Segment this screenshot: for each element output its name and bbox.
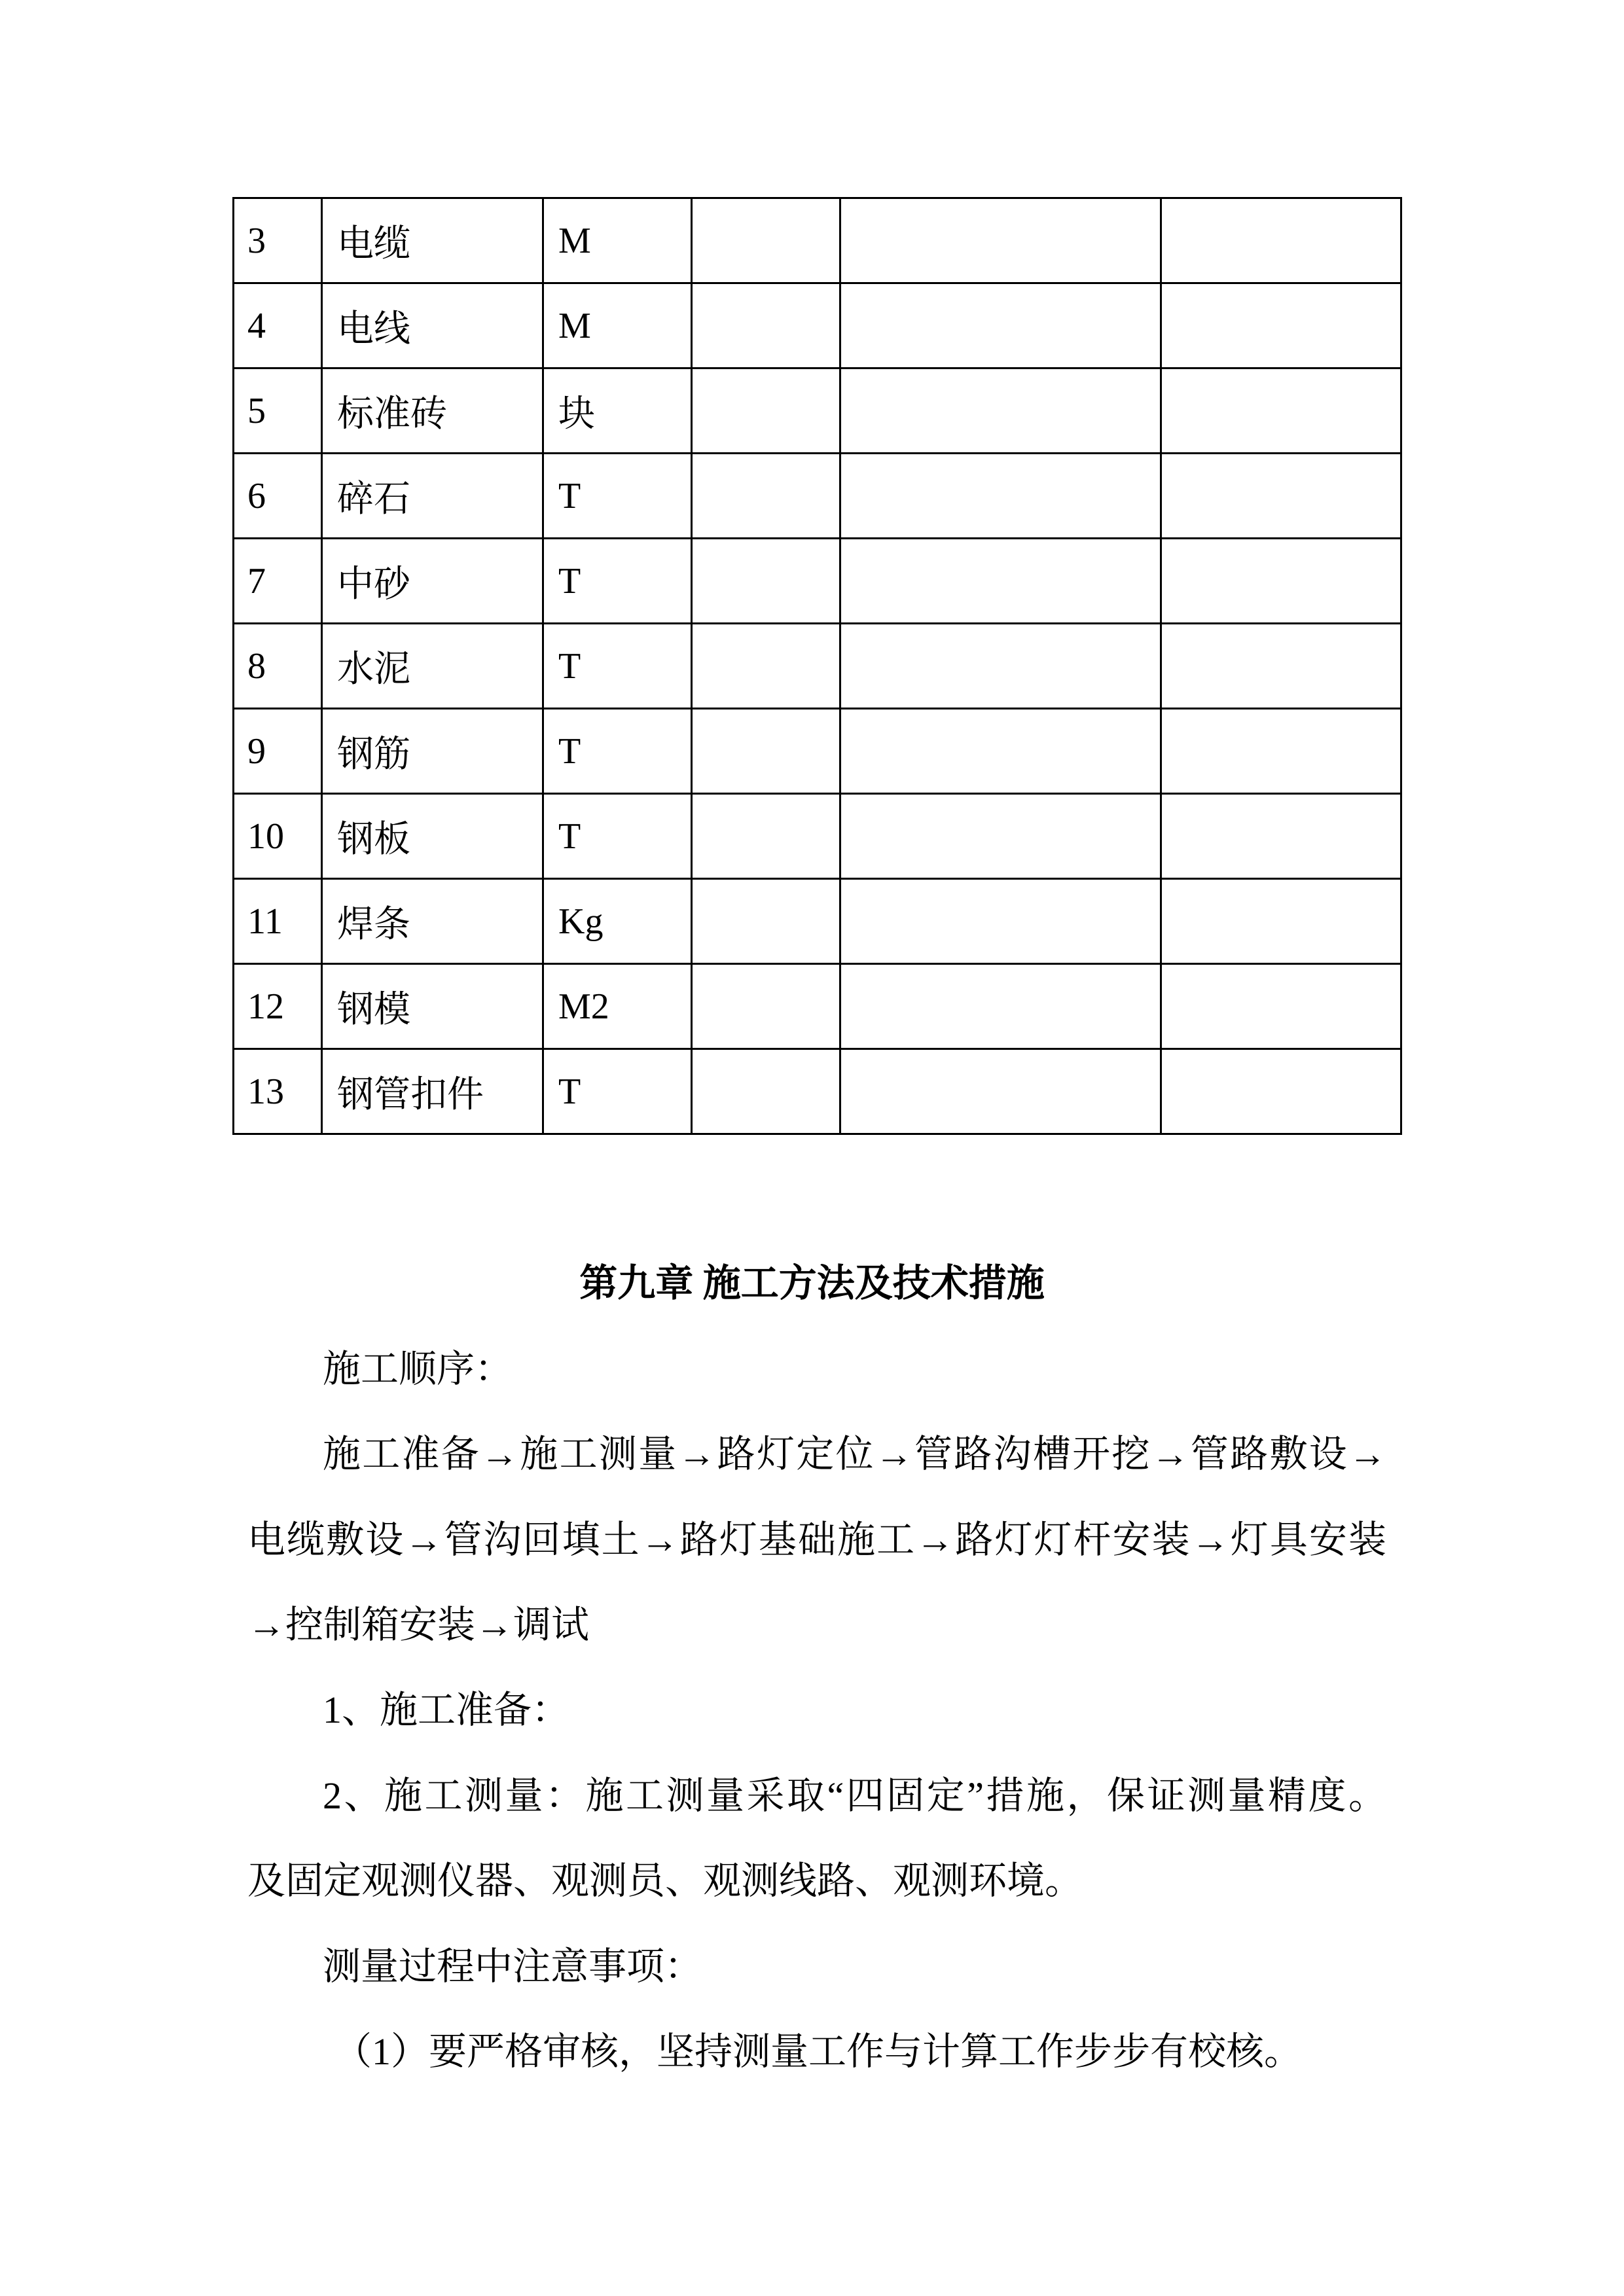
item-unit-cell: T xyxy=(543,794,692,879)
empty-cell xyxy=(692,539,840,624)
item-name-cell: 水泥 xyxy=(322,624,543,709)
item-number-cell: 7 xyxy=(234,539,322,624)
item-number-cell: 6 xyxy=(234,454,322,539)
empty-cell xyxy=(1161,709,1401,794)
empty-cell xyxy=(840,624,1161,709)
table-row xyxy=(234,709,1401,794)
empty-cell xyxy=(692,624,840,709)
empty-cell xyxy=(840,283,1161,368)
item-name-cell: 电缆 xyxy=(322,198,543,283)
table-row xyxy=(234,454,1401,539)
empty-cell xyxy=(840,794,1161,879)
table-row xyxy=(234,1049,1401,1134)
paragraph: →控制箱安装→调试 xyxy=(247,1604,590,1646)
paragraph: 测量过程中注意事项： xyxy=(323,1945,703,1988)
item-name-cell: 焊条 xyxy=(322,879,543,964)
item-unit-cell: T xyxy=(543,539,692,624)
table-row xyxy=(234,964,1401,1049)
item-number-cell: 13 xyxy=(234,1049,322,1134)
table-row xyxy=(234,198,1401,283)
item-name-cell: 中砂 xyxy=(322,539,543,624)
empty-cell xyxy=(692,879,840,964)
item-unit-cell: M xyxy=(543,198,692,283)
item-name-cell: 钢模 xyxy=(322,964,543,1049)
empty-cell xyxy=(1161,454,1401,539)
paragraph: 施工准备→施工测量→路灯定位→管路沟槽开挖→管路敷设→ xyxy=(323,1433,1386,1475)
empty-cell xyxy=(692,794,840,879)
paragraph: 1、施工准备： xyxy=(323,1689,570,1731)
item-unit-cell: T xyxy=(543,709,692,794)
empty-cell xyxy=(692,709,840,794)
item-unit-cell: M2 xyxy=(543,964,692,1049)
empty-cell xyxy=(692,1049,840,1134)
empty-cell xyxy=(1161,964,1401,1049)
item-unit-cell: T xyxy=(543,1049,692,1134)
empty-cell xyxy=(692,368,840,454)
item-name-cell: 标准砖 xyxy=(322,368,543,454)
empty-cell xyxy=(1161,1049,1401,1134)
empty-cell xyxy=(1161,198,1401,283)
empty-cell xyxy=(840,879,1161,964)
empty-cell xyxy=(1161,368,1401,454)
empty-cell xyxy=(1161,879,1401,964)
paragraph: 电缆敷设→管沟回填土→路灯基础施工→路灯灯杆安装→灯具安装 xyxy=(247,1518,1386,1561)
item-unit-cell: Kg xyxy=(543,879,692,964)
empty-cell xyxy=(692,454,840,539)
table-row xyxy=(234,283,1401,368)
item-unit-cell: T xyxy=(543,624,692,709)
item-number-cell: 9 xyxy=(234,709,322,794)
item-name-cell: 钢板 xyxy=(322,794,543,879)
table-row xyxy=(234,879,1401,964)
empty-cell xyxy=(840,1049,1161,1134)
chapter-title: 第九章 施工方法及技术措施 xyxy=(579,1262,1045,1304)
paragraph: （1）要严格审核，坚持测量工作与计算工作步步有校核。 xyxy=(334,2030,1303,2073)
empty-cell xyxy=(692,283,840,368)
item-number-cell: 3 xyxy=(234,198,322,283)
item-name-cell: 钢筋 xyxy=(322,709,543,794)
item-unit-cell: 块 xyxy=(543,368,692,454)
table-row xyxy=(234,624,1401,709)
paragraph: 施工顺序： xyxy=(323,1348,513,1390)
empty-cell xyxy=(840,709,1161,794)
item-number-cell: 8 xyxy=(234,624,322,709)
table-row xyxy=(234,539,1401,624)
table-row xyxy=(234,368,1401,454)
empty-cell xyxy=(840,539,1161,624)
item-name-cell: 碎石 xyxy=(322,454,543,539)
empty-cell xyxy=(1161,624,1401,709)
empty-cell xyxy=(840,454,1161,539)
item-number-cell: 4 xyxy=(234,283,322,368)
empty-cell xyxy=(1161,539,1401,624)
paragraph: 及固定观测仪器、观测员、观测线路、观测环境。 xyxy=(247,1859,1083,1902)
empty-cell xyxy=(840,964,1161,1049)
paragraph: 2、施工测量：施工测量采取“四固定”措施，保证测量精度。 xyxy=(323,1774,1386,1817)
empty-cell xyxy=(840,368,1161,454)
item-number-cell: 12 xyxy=(234,964,322,1049)
item-number-cell: 11 xyxy=(234,879,322,964)
item-name-cell: 钢管扣件 xyxy=(322,1049,543,1134)
empty-cell xyxy=(692,964,840,1049)
empty-cell xyxy=(1161,283,1401,368)
item-unit-cell: T xyxy=(543,454,692,539)
empty-cell xyxy=(840,198,1161,283)
item-name-cell: 电线 xyxy=(322,283,543,368)
item-number-cell: 5 xyxy=(234,368,322,454)
table-row xyxy=(234,794,1401,879)
empty-cell xyxy=(1161,794,1401,879)
materials-table xyxy=(232,197,1402,1135)
item-number-cell: 10 xyxy=(234,794,322,879)
item-unit-cell: M xyxy=(543,283,692,368)
empty-cell xyxy=(692,198,840,283)
